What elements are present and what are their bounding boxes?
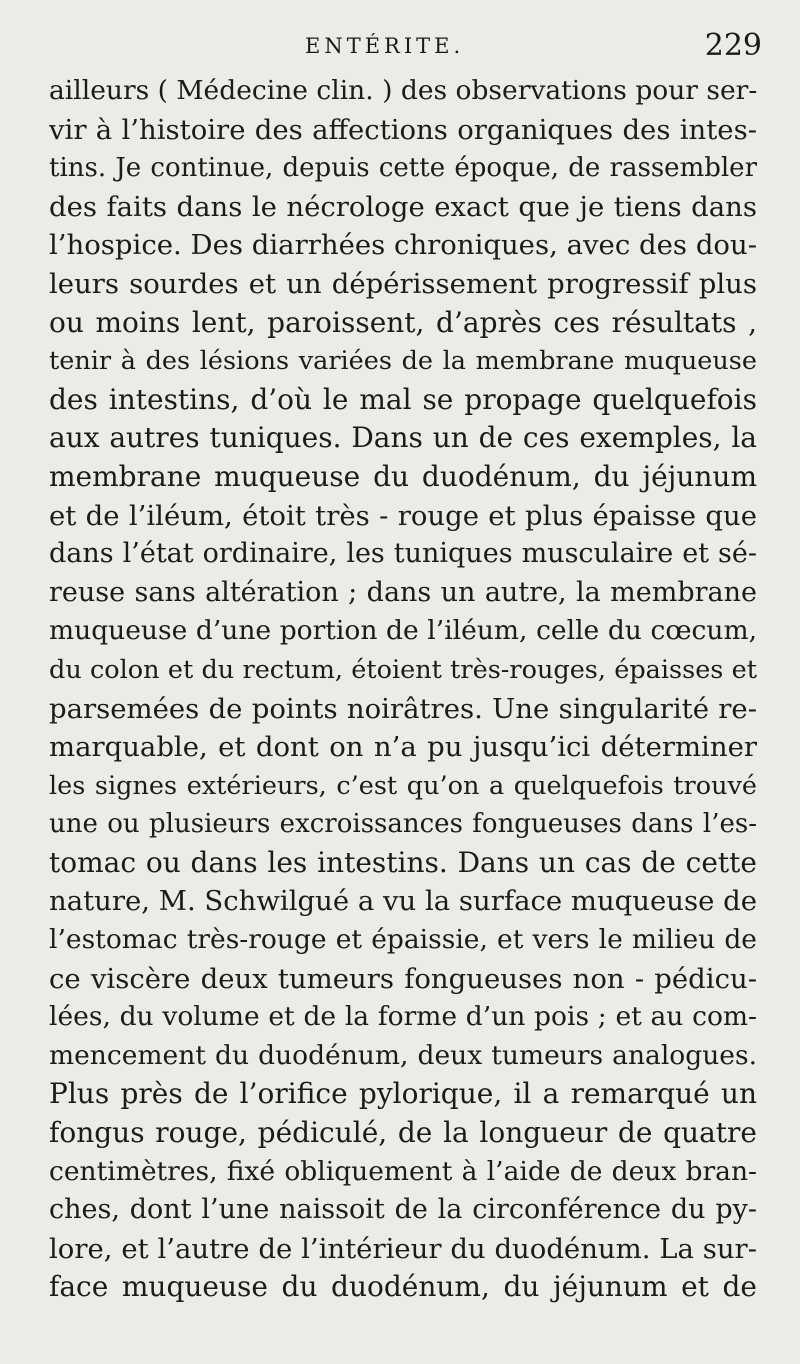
text-line: des faits dans le nécrologe exact que je tiens dans — [49, 190, 757, 223]
text-line: lore, et l’autre de l’intérieur du duodénum. La sur- — [49, 1232, 757, 1265]
page-number: 229 — [704, 28, 762, 63]
text-line: marquable, et dont on n’a pu jusqu’ici déterminer — [49, 731, 757, 764]
text-line: dans l’état ordinaire, les tuniques musculaire et sé- — [49, 538, 757, 570]
text-line: lées, du volume et de la forme d’un pois ; et au com- — [49, 1001, 757, 1033]
text-line: reuse sans altération ; dans un autre, la membrane — [49, 576, 757, 608]
text-line: l’hospice. Des diarrhées chroniques, avec des dou- — [49, 229, 757, 262]
text-line: membrane muqueuse du duodénum, du jéjunum — [49, 459, 757, 493]
text-line: vir à l’histoire des affections organiques des intes- — [49, 113, 757, 146]
text-line: des intestins, d’où le mal se propage quelquefois — [49, 382, 757, 416]
text-line: nature, M. Schwilgué a vu la surface muqueuse de — [49, 885, 757, 918]
text-line: tins. Je continue, depuis cette époque, de rassembler — [49, 153, 757, 184]
text-line: tomac ou dans les intestins. Dans un cas de cette — [49, 845, 757, 879]
text-line: et de l’iléum, étoit très - rouge et plus épaisse que — [49, 499, 757, 532]
running-title: ENTÉRITE. — [305, 34, 465, 58]
text-line: ailleurs ( Médecine clin. ) des observations pour ser- — [49, 75, 757, 106]
text-line: aux autres tuniques. Dans un de ces exemples, la — [49, 421, 757, 455]
text-line: ce viscère deux tumeurs fongueuses non - pédicu- — [49, 962, 757, 995]
text-line: du colon et du rectum, étoient très-rouges, épaisses et — [49, 654, 757, 685]
text-line: mencement du duodénum, deux tumeurs analogues. — [49, 1039, 757, 1071]
text-line: face muqueuse du duodénum, du jéjunum et de — [49, 1270, 757, 1304]
text-line: l’estomac très-rouge et épaissie, et vers le milieu de — [49, 924, 757, 956]
text-line: centimètres, fixé obliquement à l’aide de deux bran- — [49, 1155, 757, 1187]
text-line: parsemées de points noirâtres. Une singularité re- — [49, 692, 757, 725]
running-head — [0, 28, 800, 68]
text-line: leurs sourdes et un dépérissement progressif plus — [49, 267, 757, 300]
text-line: ches, dont l’une naissoit de la circonférence du py- — [49, 1194, 757, 1226]
body-text — [49, 72, 757, 1307]
text-line: muqueuse d’une portion de l’iléum, celle du cœcum, — [49, 615, 757, 647]
text-line: ou moins lent, paroissent, d’après ces résultats , — [49, 305, 757, 339]
text-line: une ou plusieurs excroissances fongueuses dans l’es- — [49, 809, 757, 840]
text-line: tenir à des lésions variées de la membrane muqueuse — [49, 346, 757, 377]
text-line: les signes extérieurs, c’est qu’on a quelquefois trouvé — [49, 770, 757, 801]
text-line: Plus près de l’orifice pylorique, il a remarqué un — [49, 1077, 757, 1111]
text-line: fongus rouge, pédiculé, de la longueur de quatre — [49, 1116, 757, 1150]
